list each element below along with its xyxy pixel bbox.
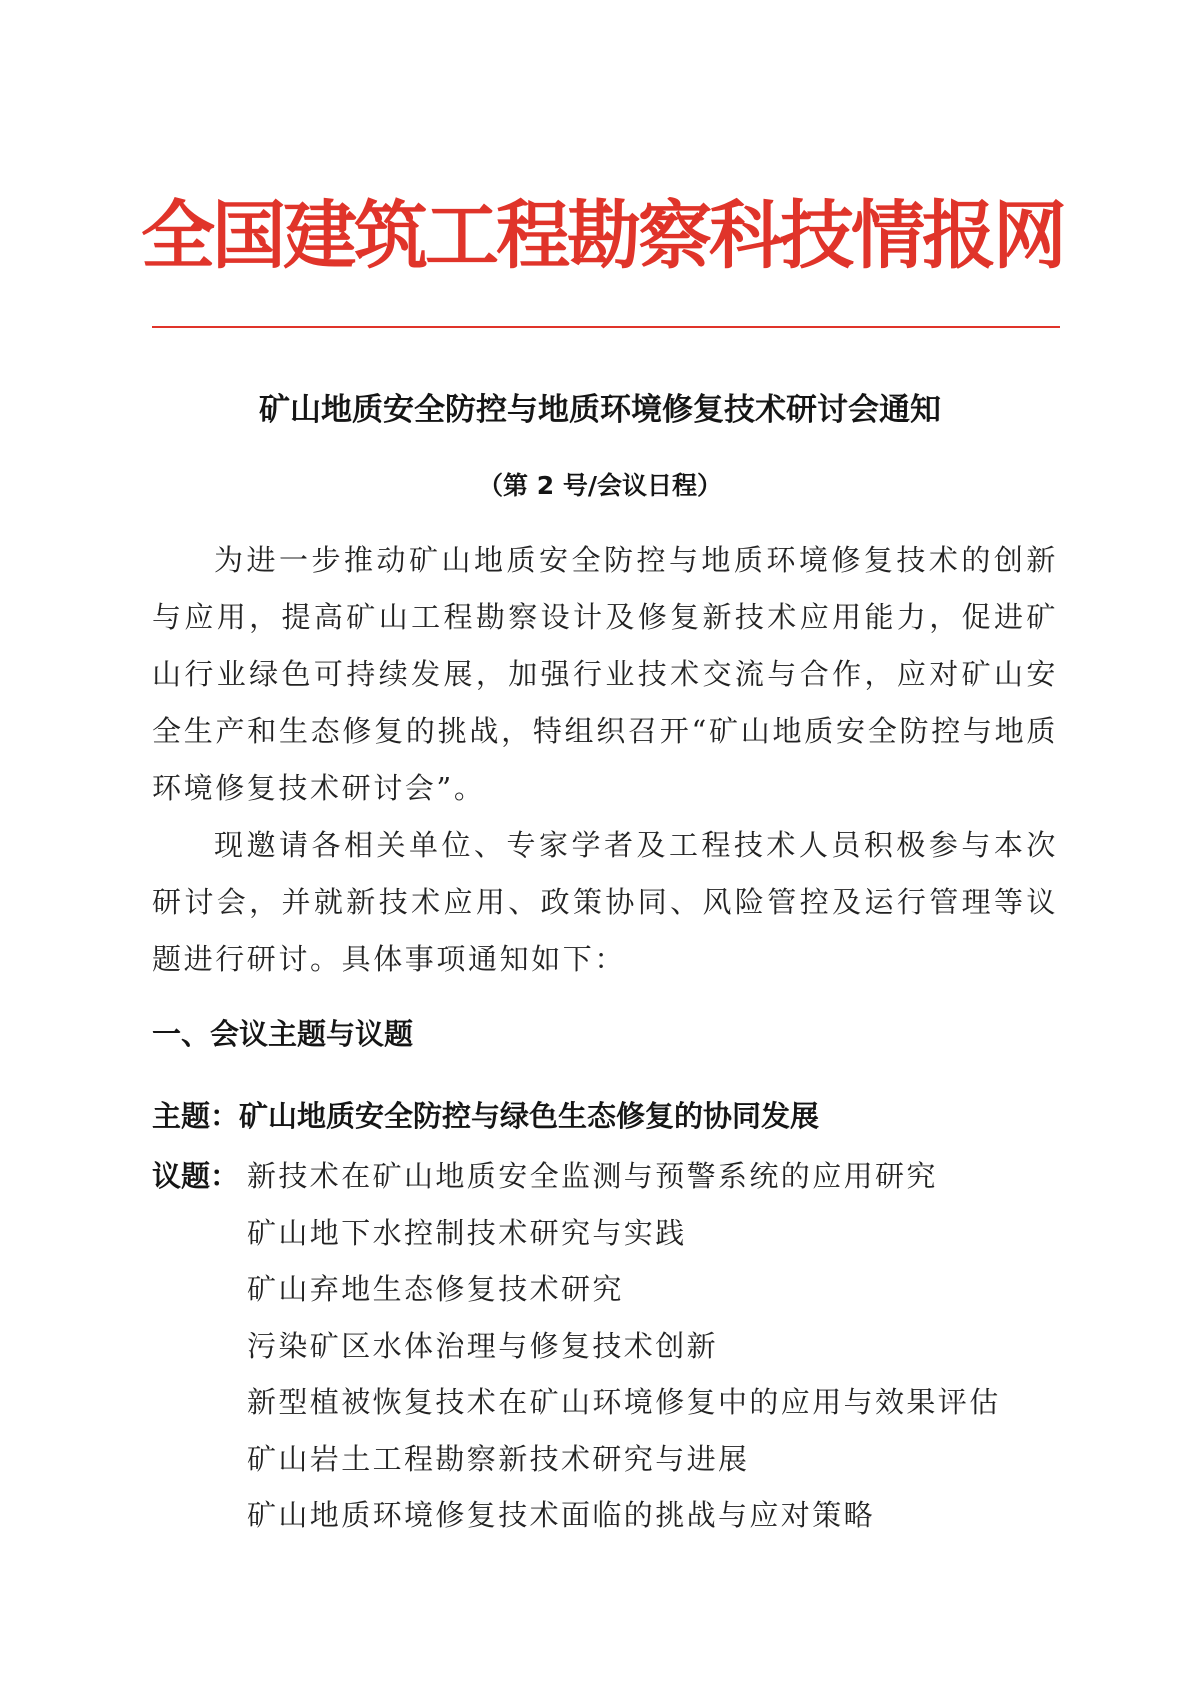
topic-item: 新型植被恢复技术在矿山环境修复中的应用与效果评估 — [247, 1385, 1001, 1419]
document-title: 矿山地质安全防控与地质环境修复技术研讨会通知 — [259, 392, 941, 428]
intro-paragraph: 为进一步推动矿山地质安全防控与地质环境修复技术的创新与应用，提高矿山工程勘察设计及修复新技术应用能力，促进矿山行业绿色可持续发展，加强行业技术交流与合作，应对矿山安全生产和生态修复的挑战，特组织召开“矿山地质安全防控与地质环境修复技术研讨会”。 — [152, 543, 1058, 805]
conference-theme: 主题：矿山地质安全防控与绿色生态修复的协同发展 — [152, 1099, 820, 1133]
topics-list — [247, 1148, 1001, 1544]
topic-item: 矿山地下水控制技术研究与实践 — [247, 1215, 687, 1250]
topic-item: 矿山岩土工程勘察新技术研究与进展 — [247, 1441, 750, 1476]
topic-item: 污染矿区水体治理与修复技术创新 — [247, 1328, 719, 1363]
topic-item: 矿山地质环境修复技术面临的挑战与应对策略 — [247, 1498, 876, 1532]
masthead-divider — [152, 326, 1060, 328]
topic-item: 新技术在矿山地质安全监测与预警系统的应用研究 — [247, 1159, 938, 1193]
masthead-title: 全国建筑工程勘察科技情报网 — [141, 193, 1064, 279]
topic-item: 矿山弃地生态修复技术研究 — [247, 1272, 624, 1306]
topics-label: 议题： — [152, 1159, 240, 1193]
invitation-paragraph: 现邀请各相关单位、专家学者及工程技术人员积极参与本次研讨会，并就新技术应用、政策协同、风险管控及运行管理等议题进行研讨。具体事项通知如下： — [152, 828, 1058, 976]
section-heading-theme-topics: 一、会议主题与议题 — [152, 1017, 414, 1051]
document-subtitle: （第 2 号/会议日程） — [478, 471, 722, 500]
